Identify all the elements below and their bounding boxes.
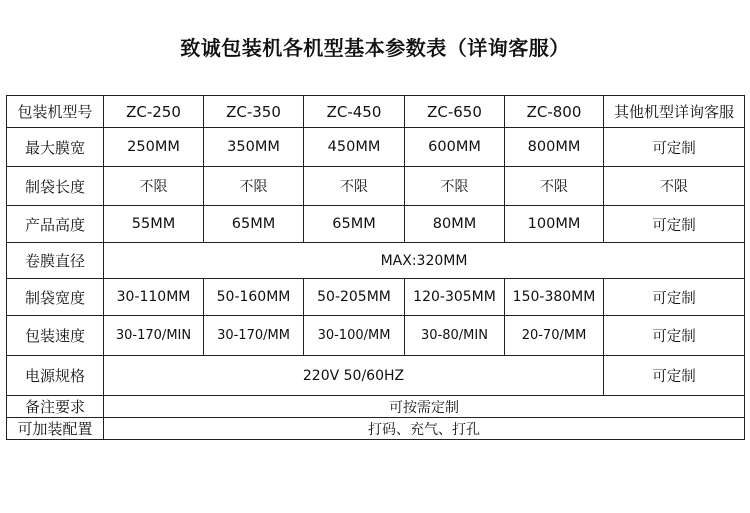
table-row-power	[7, 356, 745, 396]
table-cell: 30-100/MM	[304, 316, 405, 356]
table-cell: 50-205MM	[304, 279, 405, 316]
table-cell: 可定制	[604, 128, 745, 167]
header-cell-zc450: ZC-450	[304, 96, 405, 128]
header-cell-other: 其他机型详询客服	[604, 96, 745, 128]
table-cell: 50-160MM	[204, 279, 304, 316]
table-cell: 55MM	[104, 206, 204, 243]
header-cell-zc650: ZC-650	[405, 96, 505, 128]
table-cell: 不限	[304, 167, 405, 206]
table-cell: 30-170/MIN	[104, 316, 204, 356]
table-cell: 可定制	[604, 206, 745, 243]
table-cell: 不限	[505, 167, 604, 206]
table-cell: 120-305MM	[405, 279, 505, 316]
row-label: 制袋长度	[7, 167, 104, 206]
table-cell: 可定制	[604, 356, 745, 396]
table-cell: 不限	[204, 167, 304, 206]
table-cell: 100MM	[505, 206, 604, 243]
table-row-bag-length	[7, 167, 745, 206]
table-cell: 不限	[405, 167, 505, 206]
table-cell: 150-380MM	[505, 279, 604, 316]
table-cell: 65MM	[304, 206, 405, 243]
table-cell: 不限	[104, 167, 204, 206]
table-cell: 250MM	[104, 128, 204, 167]
table-row-speed	[7, 316, 745, 356]
row-label: 包装速度	[7, 316, 104, 356]
table-row-bag-width	[7, 279, 745, 316]
row-label: 最大膜宽	[7, 128, 104, 167]
header-cell-zc800: ZC-800	[505, 96, 604, 128]
header-row	[7, 96, 745, 128]
table-cell: 20-70/MM	[505, 316, 604, 356]
row-label: 制袋宽度	[7, 279, 104, 316]
table-cell: 可定制	[604, 316, 745, 356]
table-row-remarks	[7, 396, 745, 418]
table-cell: 30-80/MIN	[405, 316, 505, 356]
page-title: 致诚包装机各机型基本参数表（详询客服）	[180, 36, 570, 60]
row-label: 卷膜直径	[7, 243, 104, 279]
table-row-film-width	[7, 128, 745, 167]
table-cell: 打码、充气、打孔	[104, 418, 745, 440]
table-cell: 30-110MM	[104, 279, 204, 316]
row-label: 备注要求	[7, 396, 104, 418]
row-label: 可加装配置	[7, 418, 104, 440]
table-cell: 不限	[604, 167, 745, 206]
table-cell: 800MM	[505, 128, 604, 167]
header-cell-zc350: ZC-350	[204, 96, 304, 128]
table-cell: 可定制	[604, 279, 745, 316]
table-cell: 可按需定制	[104, 396, 745, 418]
table-row-product-height	[7, 206, 745, 243]
header-cell-model: 包装机型号	[7, 96, 104, 128]
row-label: 电源规格	[7, 356, 104, 396]
table-cell: 30-170/MM	[204, 316, 304, 356]
table-cell: 450MM	[304, 128, 405, 167]
row-label: 产品高度	[7, 206, 104, 243]
table-cell: 350MM	[204, 128, 304, 167]
table-cell: 80MM	[405, 206, 505, 243]
table-cell: 220V 50/60HZ	[104, 356, 604, 396]
table-row-options	[7, 418, 745, 440]
table-row-roll-diameter	[7, 243, 745, 279]
header-cell-zc250: ZC-250	[104, 96, 204, 128]
table-cell: MAX:320MM	[104, 243, 745, 279]
table-cell: 600MM	[405, 128, 505, 167]
spec-table	[6, 95, 745, 440]
table-cell: 65MM	[204, 206, 304, 243]
